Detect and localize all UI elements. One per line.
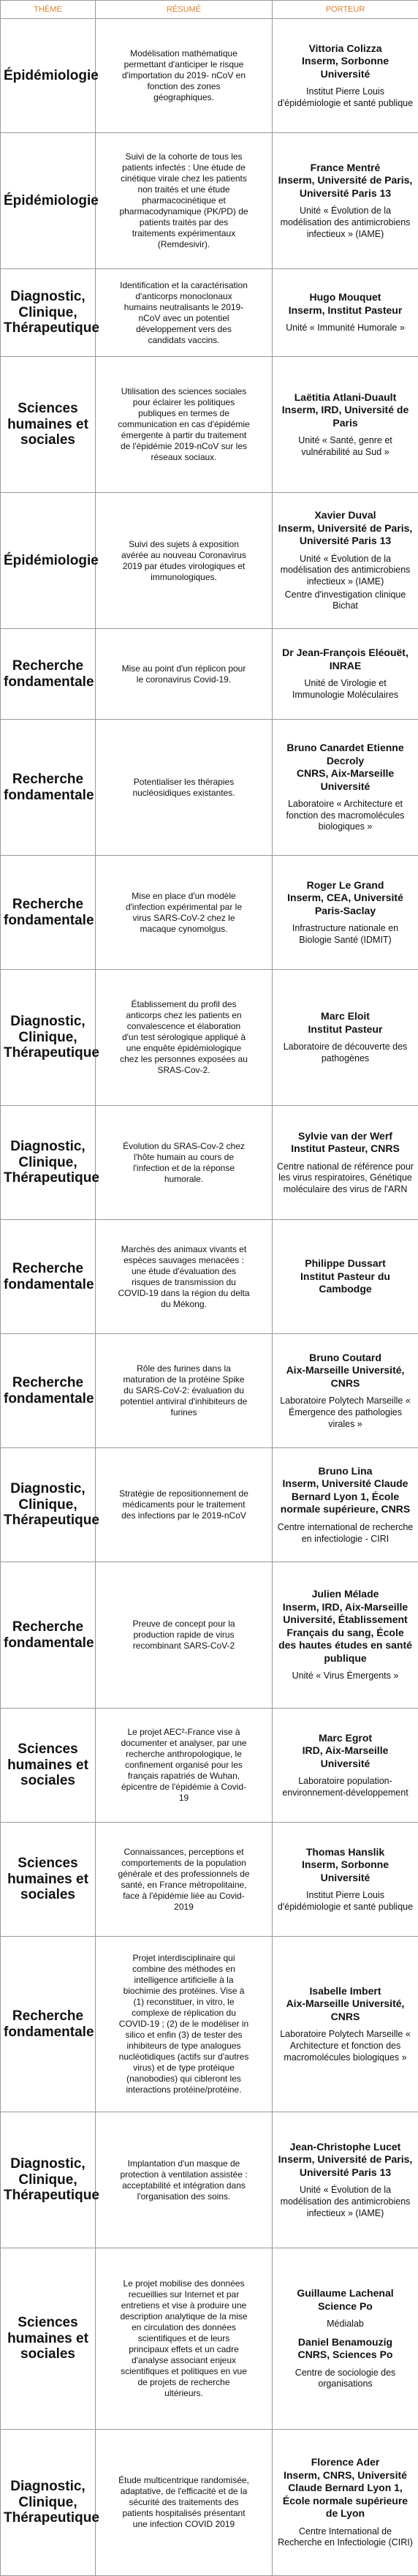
table-row [1,357,418,493]
resume-text: Marchés des animaux vivants et espèces sauvages menacées : une étude d'évaluation des risques de transmission du COVID-19 dans la région du delta du Mékong. [118,1244,249,1309]
table-row [1,1334,418,1448]
row-porteur [273,1937,418,2112]
table-row [1,856,418,970]
row-porteur [273,1448,418,1562]
row-theme [1,2430,96,2576]
table-row [1,720,418,856]
row-porteur [273,2248,418,2430]
header-theme: THÈME [1,1,96,19]
porteur-unit-secondary: Centre d'investigation clinique Bichat [277,590,414,612]
porteur-organization: Aix-Marseille Université, CNRS [277,1997,414,2023]
row-theme [1,1709,96,1823]
porteur-name: Bruno Lina [277,1465,414,1478]
row-porteur [273,1220,418,1334]
porteur-name: Julien Mélade [277,1588,414,1601]
porteur-unit: Unité « Évolution de la modélisation des antimicrobiens infectieux » (IAME) [277,206,414,240]
row-resume [96,1709,273,1823]
row-porteur [273,1334,418,1448]
resume-text: Le projet AEC²-France vise à documenter et analyser, par une recherche anthropologique, le confinement organisé pour les français rapatriés de Wuhan, épicentre de l'épidémie à Covid-19 [121,1727,246,1803]
row-theme [1,1562,96,1709]
row-resume [96,269,273,357]
porteur-organization: Inserm, Université de Paris, Université Paris 13 [277,522,414,548]
row-porteur [273,19,418,133]
row-theme [1,1448,96,1562]
row-resume [96,357,273,493]
porteur-name: Guillaume Lachenal [277,2287,414,2300]
row-resume [96,1937,273,2112]
porteur-organization: IRD, Aix-Marseille Université [277,1744,414,1770]
table-row [1,1562,418,1709]
resume-text: Mise en place d'un modèle d'infection expérimental par le virus SARS-CoV-2 chez le macaque cynomolgus. [126,891,242,934]
porteur-organization: Inserm, IRD, Université de Paris [277,404,414,429]
table-row [1,2430,418,2576]
table-row [1,493,418,629]
porteur-unit: Médialab [277,2319,414,2330]
resume-text: Le projet mobilise des données recueillies sur Internet et par entretiens et vise à produire une description analytique de la mise en circulation des données scientifiques et de leurs principaux effets et un cadre d'analyse associant enjeux scientifiques et politiques en vue de projets de recherche ultérieurs. [120,2278,247,2398]
porteur-organization: Inserm, Université de Paris, Université Paris 13 [277,2153,414,2179]
row-resume [96,493,273,629]
resume-text: Stratégie de repositionnement de médicaments pour le traitement des infections par le 2019-nCoV [119,1488,248,1521]
row-resume [96,1334,273,1448]
row-theme [1,2112,96,2248]
table-row [1,1106,418,1220]
porteur-name: Thomas Hanslik [277,1846,414,1859]
theme-label: Recherche fondamentale [4,658,94,690]
theme-label: Diagnostic, Clinique, Thérapeutique [4,1014,99,1061]
table-row [1,2248,418,2430]
porteur-organization: Science Po [277,2300,414,2313]
row-theme [1,1937,96,2112]
row-resume [96,1220,273,1334]
row-porteur [273,357,418,493]
theme-label: Sciences humaines et sociales [7,1741,88,1789]
row-resume [96,2112,273,2248]
table-row [1,1448,418,1562]
row-theme [1,856,96,970]
porteur-name: Bruno Coutard [277,1352,414,1365]
porteur-unit: Laboratoire « Architecture et fonction des macromolécules biologiques » [277,799,414,833]
table-row [1,19,418,133]
resume-text: Potentialiser les thérapies nucléosidiques existantes. [132,777,235,798]
porteur-organization: Inserm, CEA, Université Paris-Saclay [277,892,414,917]
resume-text: Identification et la caractérisation d'anticorps monoclonaux humains neutralisants le 2019-nCoV avec un potentiel développement vers des candidats vaccins. [120,280,248,345]
porteur-name: Hugo Mouquet [277,291,414,304]
table-row [1,269,418,357]
theme-label: Sciences humaines et sociales [7,2315,88,2362]
row-resume [96,856,273,970]
row-porteur [273,720,418,856]
porteur-name: Philippe Dussart [277,1257,414,1270]
theme-label: Sciences humaines et sociales [7,1856,88,1903]
porteur-unit: Laboratoire de découverte des pathogènes [277,1042,414,1064]
resume-text: Projet interdisciplinaire qui combine des méthodes en intelligence artificielle à la biochimie des protéines. Vise à (1) reconstituer, in vitro, le complexe de réplication du COVID-19 ; (2) de le modéliser in silico et enfin (3) de tester des inhibiteurs de type analogues nucléotidiques (actifs sur d'autres virus) et de type protéique (nanobodies) qui cibleront les interactions protéine/protéine. [119,1953,249,2095]
porteur-organization: Institut Pasteur [277,1023,414,1036]
row-resume [96,1448,273,1562]
theme-label: Épidémiologie [4,553,99,568]
theme-label: Épidémiologie [4,193,99,208]
porteur-unit: Unité « Santé, genre et vulnérabilité au Sud » [277,435,414,458]
porteur-organization: INRAE [277,660,414,673]
row-porteur [273,1823,418,1937]
porteur-name: Bruno Canardet Etienne Decroly [277,742,414,767]
table-row [1,1823,418,1937]
row-resume [96,133,273,269]
row-porteur [273,1562,418,1709]
porteur-name: Dr Jean-François Eléouët, [277,647,414,660]
row-resume [96,1823,273,1937]
porteur-organization-secondary: CNRS, Sciences Po [277,2349,414,2362]
row-theme [1,1106,96,1220]
row-resume [96,2430,273,2576]
resume-text: Rôle des furines dans la maturation de la protéine Spike du SARS-CoV-2: évaluation du potentiel antiviral d'inhibiteurs de furines [121,1363,248,1417]
row-resume [96,2248,273,2430]
theme-label: Recherche fondamentale [4,2008,94,2040]
porteur-name: Marc Egrot [277,1732,414,1745]
resume-text: Suivi des sujets à exposition avérée au nouveau Coronavirus 2019 par études virologiques et immunologiques. [121,539,246,582]
porteur-unit: Centre International de Recherche en Infectiologie (CIRI) [277,2526,414,2549]
row-resume [96,970,273,1106]
resume-text: Implantation d'un masque de protection à ventilation assistée : acceptabilité et intégration dans l'organisation des soins. [120,2158,247,2202]
porteur-unit: Unité de Virologie et Immunologie Moléculaires [277,678,414,701]
porteur-name: France Mentré [277,162,414,175]
table-row [1,2112,418,2248]
porteur-name: Florence Ader [277,2456,414,2469]
porteur-unit: Institut Pierre Louis d'épidémiologie et santé publique [277,86,414,109]
resume-text: Utilisation des sciences sociales pour éclairer les politiques publiques en termes de communication en cas d'épidémie émergente à partir du traitement de l'épidémie 2019-nCoV sur les réseaux sociaux. [118,386,249,462]
row-theme [1,133,96,269]
porteur-unit: Centre international de recherche en infectiologie - CIRI [277,1522,414,1545]
porteur-name: Sylvie van der Werf [277,1130,414,1143]
row-theme [1,1334,96,1448]
row-porteur [273,269,418,357]
resume-text: Suivi de la cohorte de tous les patients infectés : Une étude de cinétique virale chez les patients non traités et une étude pharmacocinétique et pharmacodynamique (PK/PD) de patients traités par des traitements expérimentaux (Remdesivir). [119,151,248,249]
row-porteur [273,856,418,970]
row-resume [96,629,273,720]
table-row [1,1937,418,2112]
porteur-unit-tertiary: Centre de sociologie des organisations [277,2368,414,2390]
row-porteur [273,493,418,629]
theme-label: Recherche fondamentale [4,1619,94,1651]
row-porteur [273,1709,418,1823]
header-resume: RÉSUMÉ [96,1,273,19]
porteur-unit: Infrastructure nationale en Biologie Santé (IDMIT) [277,923,414,946]
porteur-organization: Inserm, Université Claude Bernard Lyon 1, École normale supérieure, CNRS [277,1477,414,1516]
row-porteur [273,970,418,1106]
row-theme [1,629,96,720]
row-theme [1,1823,96,1937]
porteur-unit: Laboratoire Polytech Marseille « Architecture et fonction des macromolécules biologiques » [277,2029,414,2063]
porteur-organization: Institut Pasteur du Cambodge [277,1270,414,1296]
porteur-name: Vittoria Colizza [277,42,414,56]
porteur-organization: Inserm, Sorbonne Université [277,55,414,80]
resume-text: Modélisation mathématique permettant d'anticiper le risque d'importation du 2019- nCoV en fonction des zones géographiques. [122,48,246,102]
porteur-unit: Unité « Immunité Humorale » [277,323,414,334]
porteur-organization: Inserm, Sorbonne Université [277,1858,414,1884]
row-resume [96,1562,273,1709]
theme-label: Recherche fondamentale [4,897,94,928]
row-resume [96,720,273,856]
row-theme [1,1220,96,1334]
row-theme [1,970,96,1106]
porteur-name: Laëtitia Atlani-Duault [277,391,414,404]
resume-text: Connaissances, perceptions et comportements de la population générale et des professionnels de santé, en France métropolitaine, face à l'épidémie liée au Covid-2019 [118,1847,249,1912]
porteur-unit: Institut Pierre Louis d'épidémiologie et santé publique [277,1890,414,1913]
theme-label: Diagnostic, Clinique, Thérapeutique [4,289,99,336]
theme-label: Sciences humaines et sociales [7,401,88,448]
row-theme [1,493,96,629]
porteur-name: Roger Le Grand [277,879,414,892]
row-porteur [273,1106,418,1220]
porteur-unit: Unité « Virus Émergents » [277,1671,414,1682]
porteur-organization: Inserm, IRD, Aix-Marseille Université, Établissement Français du sang, École des hautes études en santé publique [277,1601,414,1665]
porteur-organization: Institut Pasteur, CNRS [277,1142,414,1156]
theme-label: Diagnostic, Clinique, Thérapeutique [4,2479,99,2526]
porteur-organization: Aix-Marseille Université, CNRS [277,1364,414,1390]
table-header-row [1,1,418,19]
theme-label: Épidémiologie [4,68,99,83]
row-porteur [273,2112,418,2248]
row-theme [1,2248,96,2430]
porteur-unit: Centre national de référence pour les virus respiratoires, Génétique moléculaire des virus de l'ARN [277,1161,414,1196]
row-resume [96,1106,273,1220]
table-row [1,970,418,1106]
theme-label: Recherche fondamentale [4,1375,94,1406]
porteur-organization: Inserm, Institut Pasteur [277,304,414,317]
row-theme [1,19,96,133]
theme-label: Recherche fondamentale [4,1261,94,1292]
porteur-organization: Inserm, CNRS, Université Claude Bernard Lyon 1, École normale supérieure de Lyon [277,2469,414,2520]
porteur-unit: Laboratoire Polytech Marseille « Émergence des pathologies virales » [277,1396,414,1430]
resume-text: Mise au point d'un réplicon pour le coronavirus Covid-19. [122,663,246,685]
resume-text: Étude multicentrique randomisée, adaptative, de l'efficacité et de la sécurité des traitements des patients hospitalisés présentant une infection COVID 2019 [118,2475,249,2529]
porteur-unit: Laboratoire population-environnement-développement [277,1776,414,1799]
table-row [1,1220,418,1334]
porteur-organization: Inserm, Université de Paris, Université Paris 13 [277,174,414,200]
porteur-name-secondary: Daniel Benamouzig [277,2336,414,2349]
header-porteur: PORTEUR [273,1,418,19]
porteur-unit: Unité « Évolution de la modélisation des antimicrobiens infectieux » (IAME) [277,2185,414,2219]
resume-text: Évolution du SRAS-Cov-2 chez l'hôte humain au cours de l'infection et de la réponse humorale. [123,1141,245,1184]
porteur-unit: Unité « Évolution de la modélisation des antimicrobiens infectieux » (IAME) [277,554,414,588]
porteur-name: Marc Eloit [277,1010,414,1023]
table-row [1,133,418,269]
resume-text: Preuve de concept pour la production rapide de virus recombinant SARS-CoV-2 [132,1619,235,1651]
theme-label: Recherche fondamentale [4,772,94,803]
theme-label: Diagnostic, Clinique, Thérapeutique [4,2156,99,2204]
row-theme [1,357,96,493]
row-porteur [273,629,418,720]
porteur-organization: CNRS, Aix-Marseille Université [277,767,414,793]
row-porteur [273,2430,418,2576]
theme-label: Diagnostic, Clinique, Thérapeutique [4,1139,99,1186]
porteur-name: Jean-Christophe Lucet [277,2141,414,2154]
porteur-name: Xavier Duval [277,509,414,522]
table-row [1,629,418,720]
resume-text: Établissement du profil des anticorps chez les patients en convalescence et élaboration d'un test sérologique appliqué à une enquête épidémiologique chez les personnes exposées au SRAS-Cov-2. [120,999,248,1075]
row-porteur [273,133,418,269]
row-theme [1,720,96,856]
row-theme [1,269,96,357]
porteur-name: Isabelle Imbert [277,1985,414,1998]
theme-label: Diagnostic, Clinique, Thérapeutique [4,1481,99,1529]
table-row [1,1709,418,1823]
row-resume [96,19,273,133]
